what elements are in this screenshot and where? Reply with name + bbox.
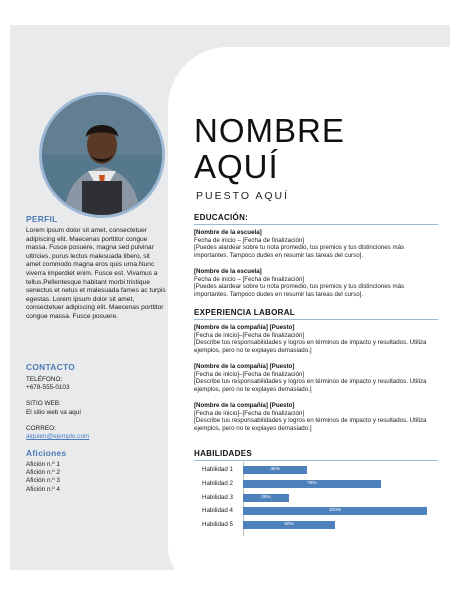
hobby-item: Afición n.º 1 bbox=[26, 461, 60, 468]
education-dates: Fecha de inicio – [Fecha de finalización] bbox=[194, 275, 305, 283]
phone-value: +678-555-0103 bbox=[26, 384, 70, 392]
website-value[interactable]: El sitio web va aquí bbox=[26, 408, 82, 416]
hobby-item: Afición n.º 3 bbox=[26, 477, 60, 485]
skill-row bbox=[200, 520, 440, 530]
skill-value-label: 50% bbox=[284, 522, 294, 528]
skill-bar bbox=[243, 494, 289, 502]
website-label: SITIO WEB: bbox=[26, 400, 61, 408]
company-name: [Nombre de la compañía] [Puesto] bbox=[194, 324, 295, 331]
hobby-item: Afición n.º 4 bbox=[26, 485, 60, 493]
skill-label: Habilidad 3 bbox=[202, 493, 233, 501]
profile-photo bbox=[39, 92, 165, 218]
skill-value-label: 100% bbox=[328, 508, 342, 514]
contact-block bbox=[26, 376, 166, 441]
hobby-item: Afición n.º 2 bbox=[26, 469, 60, 477]
skill-value-label: 25% bbox=[261, 494, 271, 500]
profile-heading: PERFIL bbox=[26, 214, 58, 224]
experience-description: [Describe tus responsabilidades y logros en términos de impacto y resultados. Utiliza ejemplos, pero no te explayes demasiado.] bbox=[194, 378, 427, 393]
skill-label: Habilidad 4 bbox=[202, 507, 233, 515]
skill-label: Habilidad 2 bbox=[202, 479, 233, 487]
skill-bar bbox=[243, 507, 427, 515]
education-description: [Puedes alardear sobre tu nota promedio, tus premios y tus distinciones más importantes. Tampoco dudes en resumir las tareas del curso]. bbox=[194, 283, 405, 298]
contact-heading: CONTACTO bbox=[26, 362, 76, 372]
name-line-2: AQUÍ bbox=[194, 148, 279, 185]
email-label: CORREO: bbox=[26, 424, 56, 432]
school-name: [Nombre de la escuela] bbox=[194, 268, 262, 275]
experience-entry bbox=[194, 363, 436, 393]
experience-dates: [Fecha de inicio]–[Fecha de finalización] bbox=[194, 331, 305, 339]
education-description: [Puedes alardear sobre tu nota promedio, tus premios y tus distinciones más importantes. Tampoco dudes en resumir las tareas del curso]. bbox=[194, 244, 405, 259]
job-title: PUESTO AQUÍ bbox=[196, 190, 289, 202]
company-name: [Nombre de la compañía] [Puesto] bbox=[194, 402, 295, 409]
education-entry bbox=[194, 268, 436, 298]
skill-row bbox=[200, 493, 440, 503]
experience-description: [Describe tus responsabilidades y logros en términos de impacto y resultados. Utiliza ejemplos, pero no te explayes demasiado.] bbox=[194, 339, 427, 354]
experience-dates: [Fecha de inicio]–[Fecha de finalización] bbox=[194, 409, 305, 417]
skill-bar bbox=[243, 466, 307, 474]
experience-entry bbox=[194, 402, 436, 432]
skill-bar bbox=[243, 521, 335, 529]
education-dates: Fecha de inicio – [Fecha de finalización] bbox=[194, 236, 305, 244]
hobbies-heading: Aficiones bbox=[26, 448, 67, 458]
skill-bar bbox=[243, 480, 381, 488]
experience-entry bbox=[194, 324, 436, 354]
skill-row bbox=[200, 479, 440, 489]
skill-row bbox=[200, 465, 440, 475]
education-entry bbox=[194, 229, 436, 259]
experience-dates: [Fecha de inicio]–[Fecha de finalización] bbox=[194, 370, 305, 378]
skills-heading: HABILIDADES bbox=[194, 449, 438, 461]
person-name bbox=[194, 113, 345, 185]
skill-value-label: 75% bbox=[307, 480, 317, 486]
skill-row bbox=[200, 506, 440, 516]
email-link[interactable]: alguien@ejemplo.com bbox=[26, 433, 90, 441]
phone-label: TELÉFONO: bbox=[26, 376, 63, 383]
school-name: [Nombre de la escuela] bbox=[194, 229, 262, 236]
education-heading: EDUCACIÓN: bbox=[194, 213, 438, 225]
skill-value-label: 35% bbox=[270, 467, 280, 472]
skill-label: Habilidad 5 bbox=[202, 521, 233, 529]
hobbies-list bbox=[26, 461, 166, 494]
profile-text: Lorem ipsum dolor sit amet, consectetuer adipiscing elit. Maecenas porttitor congue massa. Fusce posuere, magna sed pulvinar ultricies, purus lectus malesuada libero, sit amet commodo magna eros quis urna.Nunc viverra imperdiet enim. Fusce est. Vivamus a tellus.Pellentesque habitant morbi tristique senectus et netus et malesuada fames ac turpis egestas. Lorem ipsum dolor sit amet, consectetuer adipiscing elit. Maecenas porttitor congue massa. Fusce posuere. bbox=[26, 227, 166, 320]
experience-description: [Describe tus responsabilidades y logros en términos de impacto y resultados. Utiliza ejemplos, pero no te explayes demasiado.] bbox=[194, 417, 427, 432]
experience-heading: EXPERIENCIA LABORAL bbox=[194, 308, 438, 320]
company-name: [Nombre de la compañía] [Puesto] bbox=[194, 363, 295, 370]
name-line-1: NOMBRE bbox=[194, 112, 345, 149]
skill-label: Habilidad 1 bbox=[202, 466, 233, 473]
